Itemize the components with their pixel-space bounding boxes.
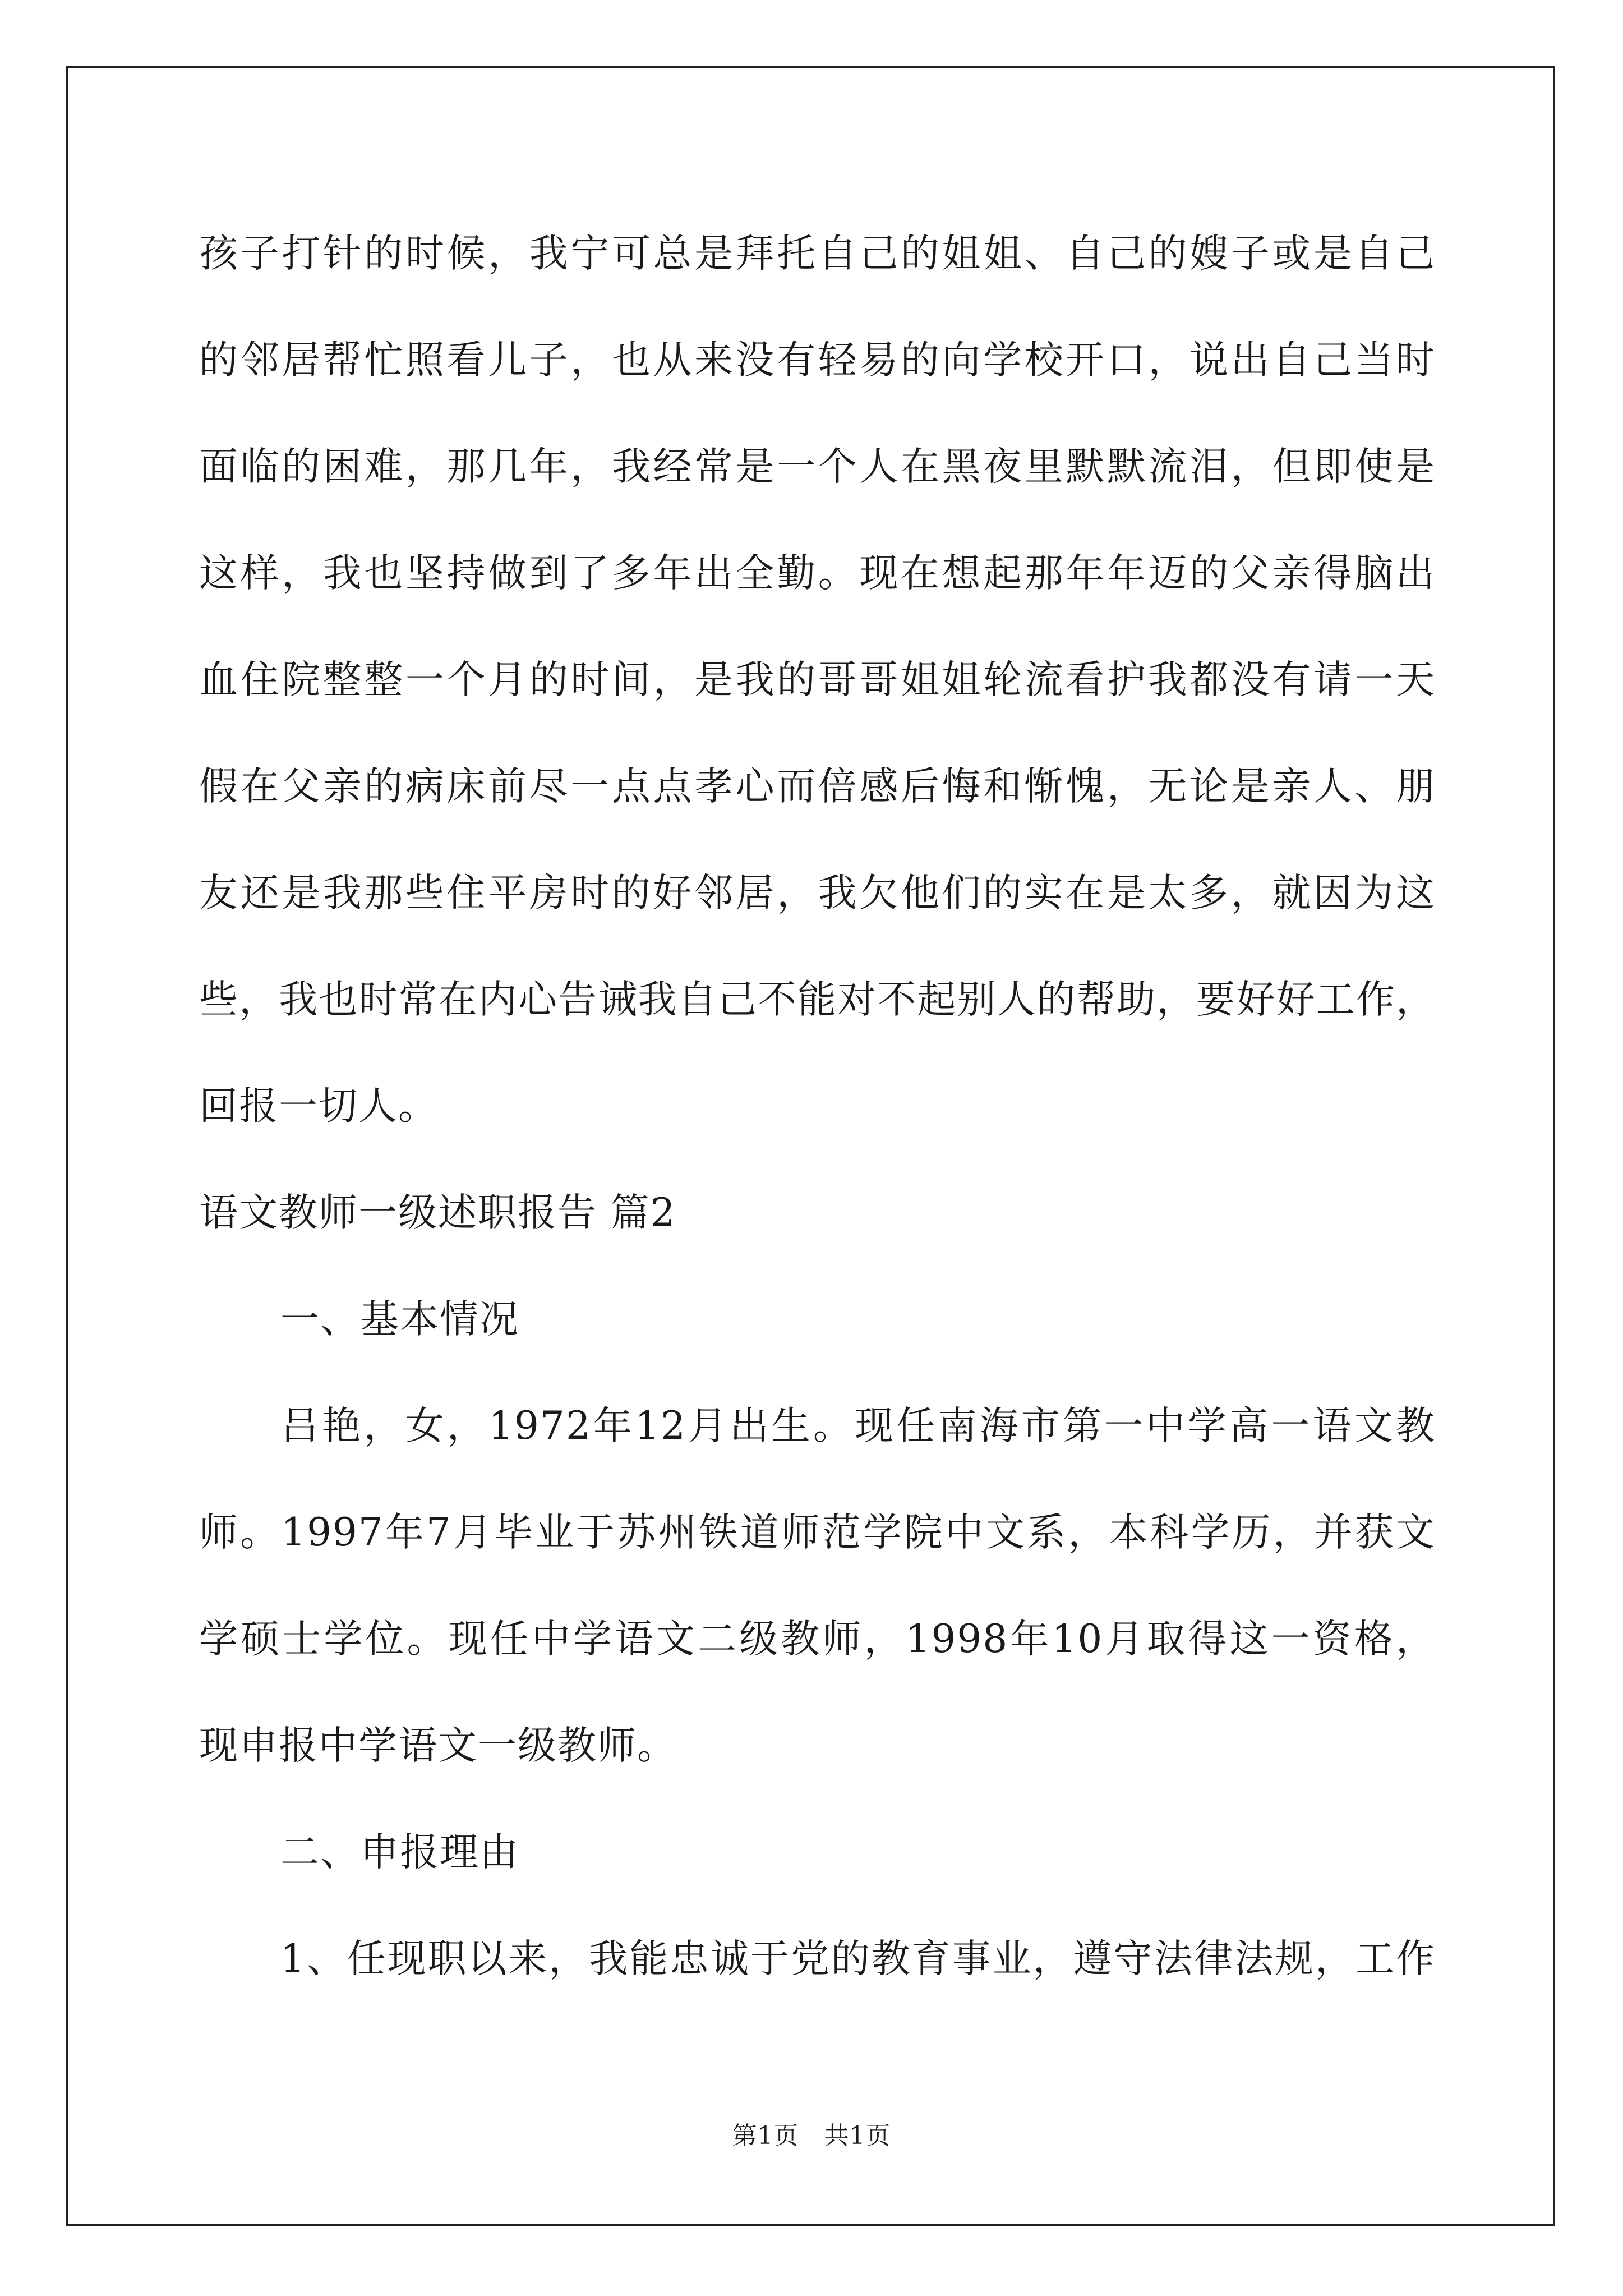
- text-line: 假在父亲的病床前尽一点点孝心而倍感后悔和惭愧，无论是亲人、朋: [199, 764, 1436, 809]
- text-line: 一、基本情况: [280, 1297, 519, 1342]
- text-line: 二、申报理由: [280, 1830, 519, 1875]
- document-body: [199, 222, 1436, 2033]
- text-line: 吕艳，女，1972年12月出生。现任南海市第一中学高一语文教: [280, 1404, 1436, 1448]
- text-line: 现申报中学语文一级教师。: [199, 1723, 677, 1768]
- text-line: 这样，我也坚持做到了多年出全勤。现在想起那年年迈的父亲得脑出: [199, 551, 1436, 596]
- text-line: 回报一切人。: [199, 1084, 438, 1129]
- text-line: 面临的困难，那几年，我经常是一个人在黑夜里默默流泪，但即使是: [199, 444, 1436, 489]
- text-line: 的邻居帮忙照看儿子，也从来没有轻易的向学校开口，说出自己当时: [199, 338, 1436, 383]
- page-footer: 第1页 共1页: [732, 2122, 891, 2150]
- text-line: 血住院整整一个月的时间，是我的哥哥姐姐轮流看护我都没有请一天: [199, 657, 1436, 702]
- text-line: 1、任现职以来，我能忠诚于党的教育事业，遵守法律法规，工作: [280, 1936, 1436, 1981]
- text-line: 孩子打针的时候，我宁可总是拜托自己的姐姐、自己的嫂子或是自己: [199, 231, 1436, 276]
- text-line: 语文教师一级述职报告 篇2: [199, 1190, 676, 1235]
- text-line: 学硕士学位。现任中学语文二级教师，1998年10月取得这一资格，: [199, 1617, 1436, 1662]
- text-line: 师。1997年7月毕业于苏州铁道师范学院中文系，本科学历，并获文: [199, 1510, 1436, 1555]
- text-line: 友还是我那些住平房时的好邻居，我欠他们的实在是太多，就因为这: [199, 871, 1436, 915]
- text-line: 些，我也时常在内心告诫我自己不能对不起别人的帮助，要好好工作，: [199, 977, 1436, 1022]
